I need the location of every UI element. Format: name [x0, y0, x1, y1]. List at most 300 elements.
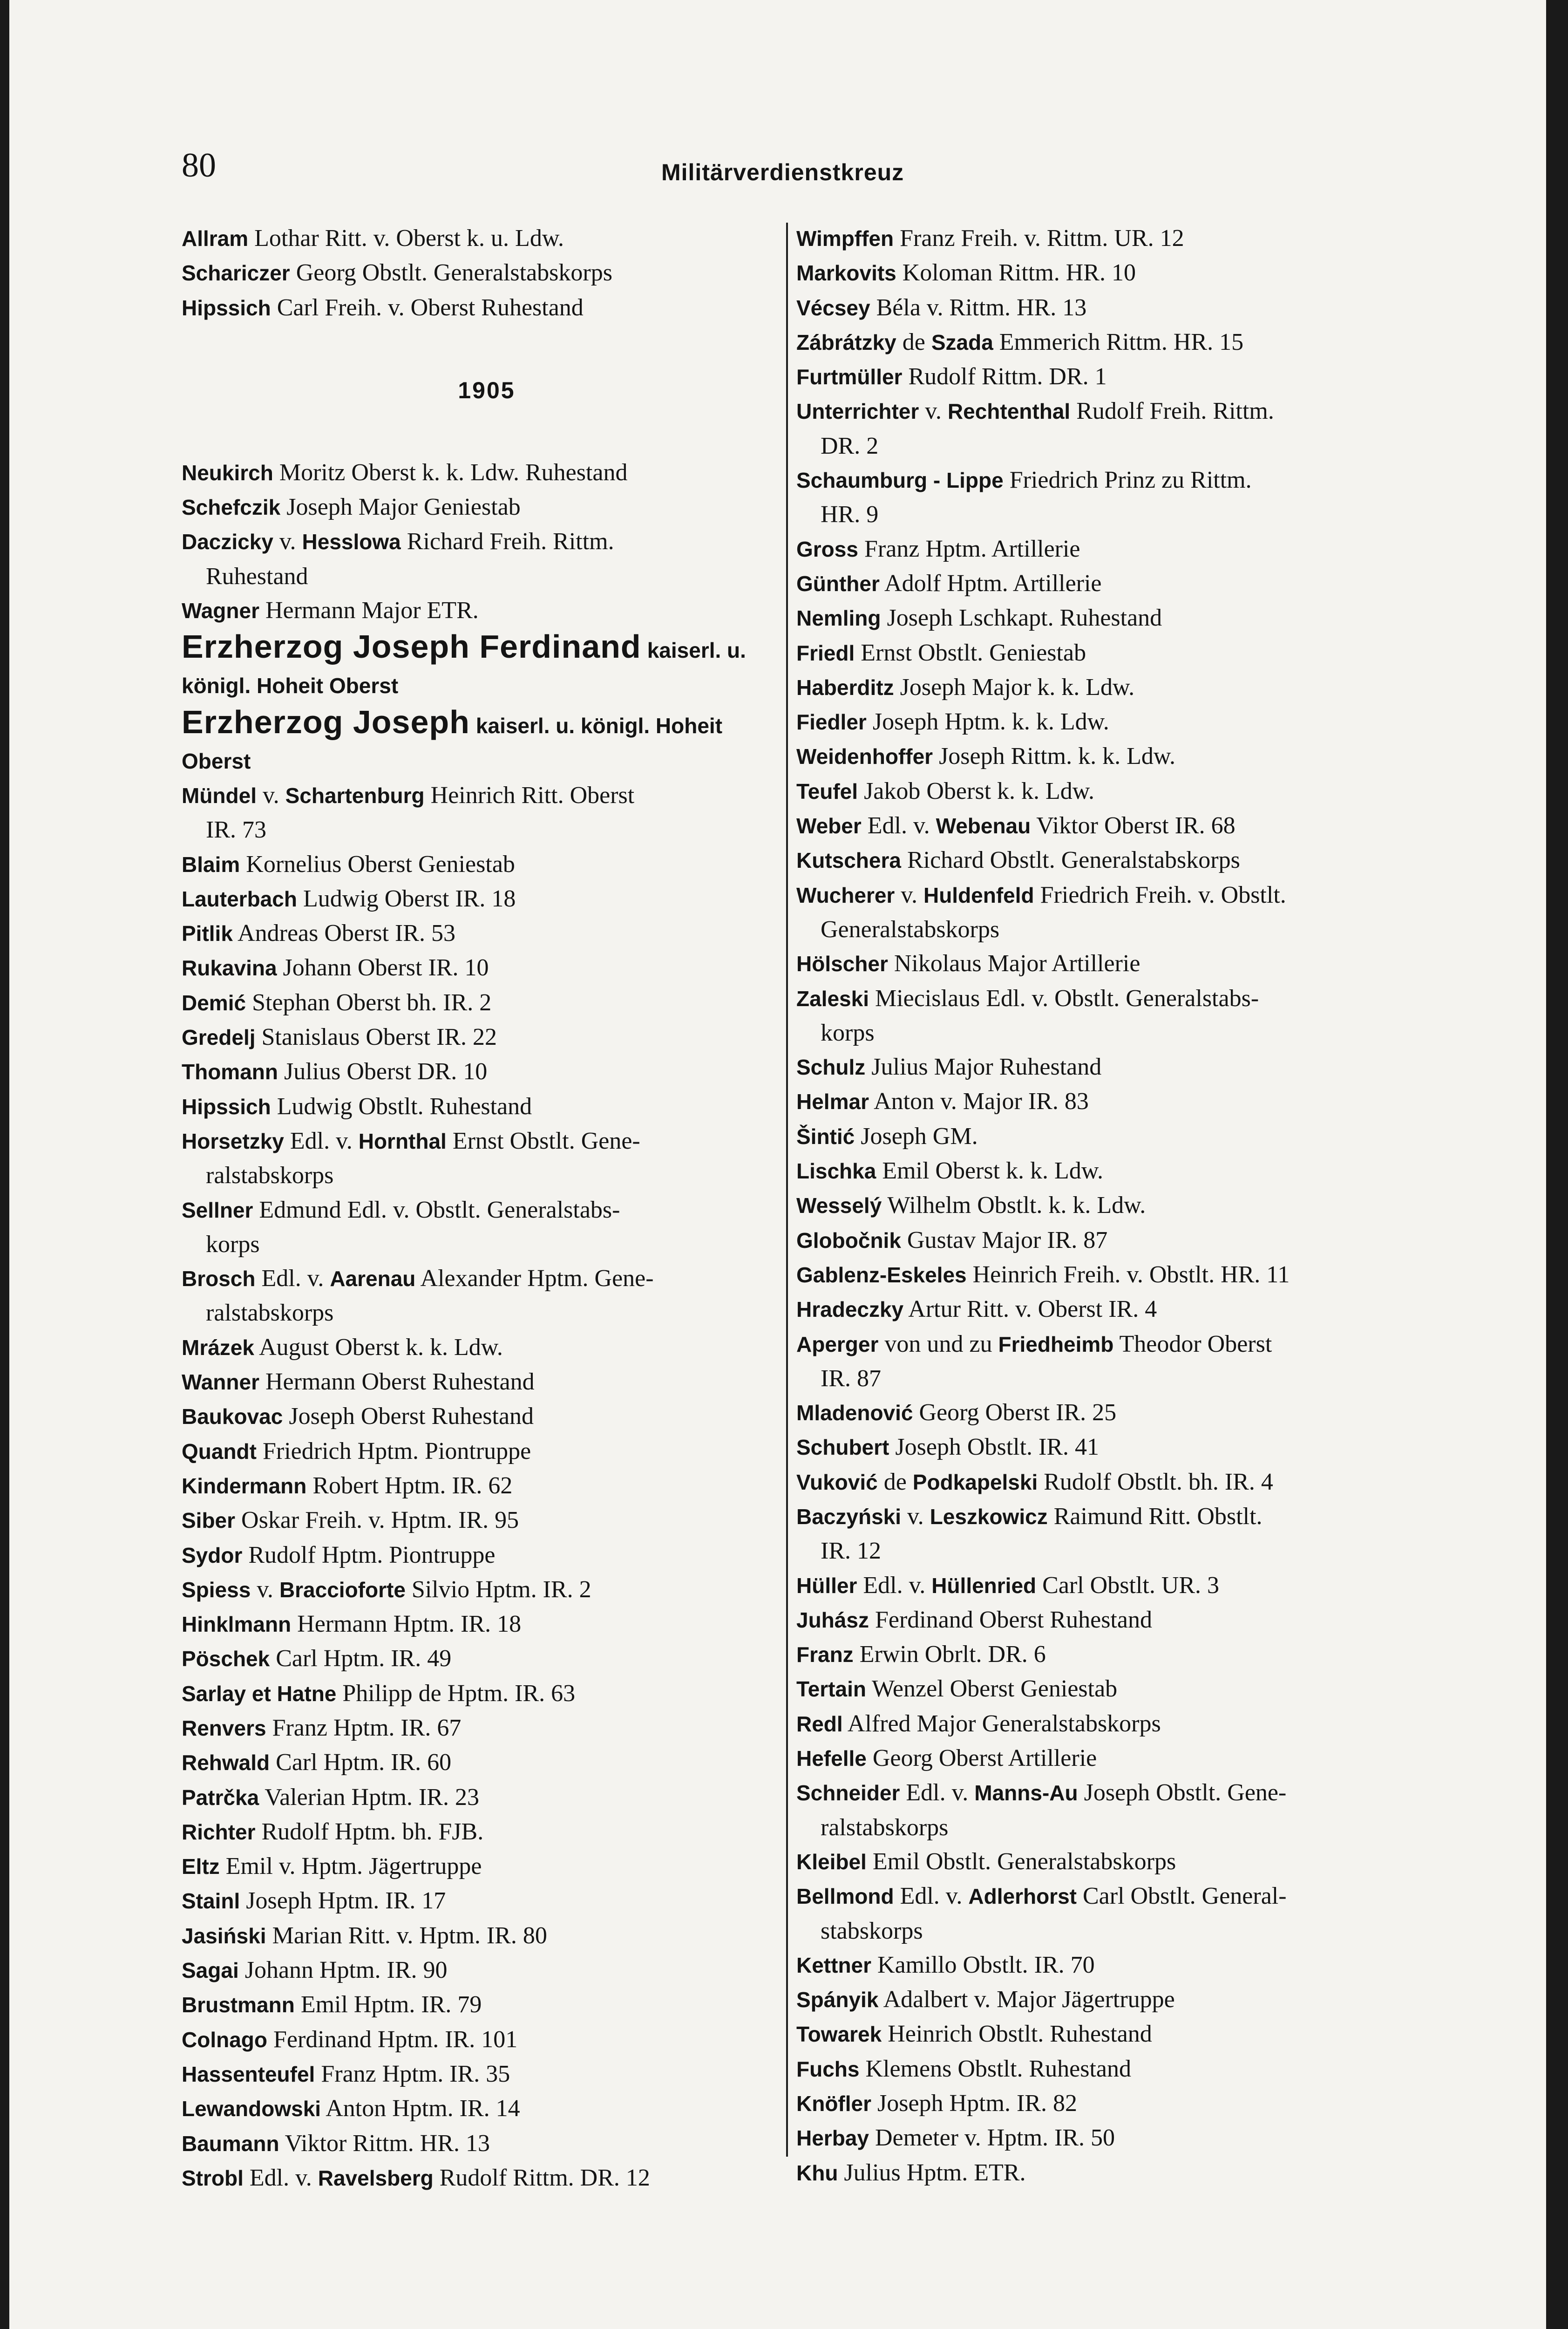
list-entry [796, 1499, 1406, 1568]
entry-name: Mündel [182, 783, 257, 808]
list-entry [182, 2161, 782, 2195]
entry-name: Hinklmann [182, 1612, 292, 1637]
entry-continuation: IR. 73 [206, 817, 266, 844]
entry-line [182, 221, 782, 256]
list-entry [796, 636, 1406, 670]
entry-name: Günther [796, 571, 880, 596]
list-entry [796, 1879, 1406, 1948]
entry-text: Demeter v. Hptm. IR. 50 [875, 2125, 1115, 2152]
entry-name: Sagai [182, 1958, 239, 1983]
entry-text: Johann Hptm. IR. 90 [244, 1957, 448, 1984]
list-entry [182, 2023, 782, 2057]
list-entry [796, 1327, 1406, 1396]
entry-line [182, 1919, 782, 1953]
entry-text: Julius Oberst DR. 10 [284, 1058, 488, 1085]
entry-name: Friedl [796, 640, 855, 665]
entry-text: Carl Freih. v. Oberst Ruhestand [277, 294, 584, 321]
list-entry [796, 1188, 1406, 1223]
entry-line [796, 1258, 1406, 1292]
entry-text: Stephan Oberst bh. IR. 2 [252, 989, 492, 1016]
entry-name: Zábrátzky [796, 330, 896, 354]
entry-text: kaiserl. u. königl. Hoheit [475, 713, 723, 738]
list-entry [182, 1919, 782, 1953]
entry-line [796, 256, 1406, 290]
entry-line [796, 1776, 1406, 1810]
entry-line [182, 490, 782, 524]
entry-line [182, 2023, 782, 2057]
entry-continuation: Oberst [182, 749, 251, 773]
entry-predicate-name: Friedheimb [998, 1332, 1114, 1356]
entry-text: Heinrich Freih. v. Obstlt. HR. 11 [972, 1261, 1290, 1288]
list-entry [182, 986, 782, 1020]
entry-predicate-name: Podkapelski [912, 1470, 1038, 1494]
royal-entry-joseph-ferdinand [182, 628, 782, 703]
entry-text: Stanislaus Oberst IR. 22 [261, 1024, 497, 1051]
list-entry [796, 878, 1406, 947]
entry-text: Georg Oberst IR. 25 [919, 1399, 1117, 1426]
entry-line [796, 1223, 1406, 1258]
list-entry [796, 221, 1406, 256]
entry-text: Emil Oberst k. k. Ldw. [882, 1158, 1103, 1185]
entry-line [182, 1434, 782, 1469]
entry-name: Hölscher [796, 952, 888, 976]
entry-text: Adolf Hptm. Artillerie [884, 570, 1102, 597]
entry-line [796, 463, 1406, 497]
entry-line [182, 1090, 782, 1124]
entry-text: Joseph Oberst Ruhestand [289, 1403, 534, 1430]
list-entry [796, 291, 1406, 325]
list-entry [182, 1641, 782, 1676]
entry-line [796, 1084, 1406, 1119]
entry-line [182, 456, 782, 490]
list-entry [182, 1953, 782, 1988]
list-entry [182, 490, 782, 524]
entry-text: Edl. v. [900, 1883, 969, 1910]
entry-text: Philipp de Hptm. IR. 63 [342, 1680, 576, 1707]
entry-text: Viktor Oberst IR. 68 [1031, 812, 1235, 839]
entry-name: Brosch [182, 1267, 256, 1291]
entry-line [796, 843, 1406, 878]
entry-text: Alfred Major Generalstabskorps [847, 1710, 1161, 1737]
entry-line [796, 532, 1406, 566]
entry-text: Béla v. Rittm. HR. 13 [876, 294, 1087, 321]
entry-text: Heinrich Ritt. Oberst [424, 782, 635, 809]
entry-name: Colnago [182, 2027, 267, 2052]
entry-name: Unterrichter [796, 399, 919, 424]
list-entry [796, 774, 1406, 809]
list-entry [796, 670, 1406, 705]
entry-text: Joseph Obstlt. Gene- [1078, 1779, 1287, 1806]
entry-name: Gablenz-Eskeles [796, 1262, 967, 1287]
entry-continuation: Generalstabskorps [821, 916, 1000, 943]
entry-text: Joseph GM. [861, 1123, 978, 1150]
list-entry [796, 1637, 1406, 1672]
entry-text: v. [925, 398, 948, 425]
list-entry [182, 2091, 782, 2126]
entry-predicate-name: Aarenau [330, 1267, 416, 1291]
entry-name: Lewandowski [182, 2097, 321, 2121]
entry-predicate-name: Szada [931, 330, 993, 354]
entry-text: Lothar Ritt. v. Oberst k. u. Ldw. [254, 225, 564, 252]
entry-line [796, 774, 1406, 809]
entry-text: Georg Obstlt. Generalstabskorps [296, 259, 612, 286]
list-entry [796, 1119, 1406, 1154]
entry-text: Edl. v. [867, 812, 936, 839]
entry-continuation: ralstabskorps [821, 1814, 949, 1841]
entry-line [796, 1292, 1406, 1327]
entry-text: Hermann Oberst Ruhestand [265, 1369, 535, 1396]
entry-line [796, 1982, 1406, 2017]
entry-name: Schubert [796, 1435, 889, 1460]
entry-line [796, 705, 1406, 739]
entry-text: Klemens Obstlt. Ruhestand [865, 2055, 1131, 2082]
entry-text: Joseph Major k. k. Ldw. [900, 674, 1135, 701]
entry-line [182, 847, 782, 882]
entry-text: de [902, 328, 931, 355]
entry-line [182, 1469, 782, 1503]
entry-name: Haberditz [796, 675, 894, 700]
entry-line [796, 1603, 1406, 1637]
list-entry [796, 1292, 1406, 1327]
entry-text: Friedrich Hptm. Piontruppe [262, 1437, 531, 1464]
entry-name: Herbay [796, 2126, 869, 2151]
entry-continuation: IR. 87 [821, 1365, 881, 1392]
entry-text: Franz Hptm. Artillerie [864, 535, 1080, 562]
entry-text: Andreas Oberst IR. 53 [238, 920, 455, 947]
entry-continuation: stabskorps [821, 1917, 923, 1944]
entry-name: Lauterbach [182, 886, 297, 911]
entry-line [182, 951, 782, 985]
entry-line [182, 1365, 782, 1399]
entry-line [796, 1499, 1406, 1534]
entry-name: Kleibel [796, 1849, 867, 1874]
entries-1905-start [182, 456, 782, 628]
entry-text: Anton v. Major IR. 83 [874, 1088, 1089, 1115]
list-entry [182, 1607, 782, 1641]
entry-text: Jakob Oberst k. k. Ldw. [864, 777, 1094, 804]
list-entry [796, 1465, 1406, 1499]
entry-name: Sarlay et Hatne [182, 1681, 337, 1706]
entry-predicate-name: Manns-Au [974, 1781, 1078, 1805]
entry-text: Joseph Hptm. k. k. Ldw. [872, 708, 1109, 735]
entry-line [182, 1815, 782, 1849]
entry-name: Redl [796, 1711, 843, 1736]
entry-line [182, 916, 782, 951]
entry-line [182, 1884, 782, 1918]
entry-text: v. [257, 1576, 279, 1603]
entry-name: Weber [796, 814, 862, 838]
book-page [9, 0, 1546, 2329]
entry-text: Richard Obstlt. Generalstabskorps [907, 847, 1240, 874]
entry-name: Hradeczky [796, 1297, 904, 1322]
entry-name: Allram [182, 226, 249, 251]
entry-name: Teufel [796, 779, 858, 804]
list-entry [182, 256, 782, 290]
entry-name: Stainl [182, 1889, 240, 1914]
entry-line [796, 1672, 1406, 1706]
entry-text: Theodor Oberst [1113, 1330, 1272, 1357]
entry-name: Siber [182, 1508, 236, 1533]
list-entry [182, 1676, 782, 1711]
entry-line [796, 878, 1406, 913]
entry-line [182, 2091, 782, 2126]
entry-text: Rudolf Rittm. DR. 1 [908, 363, 1107, 390]
entry-name: Eltz [182, 1854, 220, 1879]
list-entry [796, 601, 1406, 635]
list-entry [796, 843, 1406, 878]
entry-predicate-name: Schartenburg [285, 783, 425, 808]
list-entry [182, 1193, 782, 1262]
entry-continuation: korps [821, 1019, 875, 1046]
entry-line [182, 1676, 782, 1711]
entry-line [796, 1154, 1406, 1188]
entry-text: Emil Obstlt. Generalstabskorps [872, 1848, 1176, 1875]
entry-line [182, 2057, 782, 2091]
entry-continuation: Ruhestand [206, 563, 308, 590]
entry-text: de [883, 1468, 913, 1495]
entry-line [796, 325, 1406, 360]
entry-name: Wanner [182, 1370, 259, 1395]
entry-line [796, 739, 1406, 774]
entry-text: Friedrich Prinz zu Rittm. [1009, 467, 1252, 494]
entry-line [182, 1020, 782, 1055]
entry-name: Weidenhoffer [796, 744, 933, 769]
entry-line [796, 601, 1406, 635]
list-entry [182, 1573, 782, 1607]
entry-name: Šintić [796, 1124, 855, 1149]
entry-name: Schariczer [182, 261, 290, 286]
entry-name: Hipssich [182, 295, 271, 320]
list-entry [182, 847, 782, 882]
entry-line [796, 636, 1406, 670]
entry-text: Emil v. Hptm. Jägertruppe [225, 1853, 482, 1880]
entry-text: Rudolf Hptm. bh. FJB. [261, 1818, 484, 1845]
list-entry [796, 981, 1406, 1050]
entry-name: Franz [796, 1642, 854, 1667]
entry-text: Erwin Obrlt. DR. 6 [859, 1641, 1046, 1668]
entry-line [182, 1988, 782, 2022]
entry-text: Edl. v. [290, 1127, 359, 1154]
entry-text: Carl Hptm. IR. 49 [276, 1645, 452, 1672]
entry-text: Robert Hptm. IR. 62 [312, 1472, 513, 1499]
running-title: Militärverdienstkreuz [661, 159, 904, 185]
entry-text: Wilhelm Obstlt. k. k. Ldw. [887, 1192, 1146, 1219]
entry-text: Hermann Hptm. IR. 18 [297, 1611, 522, 1638]
entry-text: Edl. v. [249, 2164, 318, 2191]
entry-line [182, 291, 782, 325]
entry-text: Franz Hptm. IR. 35 [321, 2060, 510, 2087]
entry-predicate-name: Braccioforte [279, 1577, 406, 1602]
list-entry [182, 778, 782, 847]
entry-text: Koloman Rittm. HR. 10 [902, 259, 1136, 286]
entry-name: Tertain [796, 1677, 866, 1702]
list-entry [182, 1469, 782, 1503]
entry-predicate-name: Hesslowa [302, 530, 401, 554]
entry-name: Thomann [182, 1060, 278, 1084]
entry-text: Carl Obstlt. UR. 3 [1036, 1572, 1220, 1599]
list-entry [796, 394, 1406, 463]
entry-text: Silvio Hptm. IR. 2 [405, 1576, 591, 1603]
entry-text: Ferdinand Hptm. IR. 101 [273, 2026, 518, 2053]
entry-text: Julius Major Ruhestand [871, 1054, 1102, 1081]
entry-text: Edmund Edl. v. Obstlt. Generalstabs- [259, 1196, 620, 1223]
entry-text: Kornelius Oberst Geniestab [246, 851, 515, 878]
list-entry [796, 256, 1406, 290]
entry-text: Joseph Rittm. k. k. Ldw. [939, 743, 1176, 770]
list-entry [182, 1780, 782, 1815]
list-entry [796, 532, 1406, 566]
entry-line [796, 1741, 1406, 1776]
list-entry [796, 1223, 1406, 1258]
entry-name: Knöfler [796, 2091, 871, 2116]
entry-text: Joseph Hptm. IR. 17 [246, 1887, 446, 1914]
entry-name: Sellner [182, 1198, 253, 1222]
entry-line [796, 1430, 1406, 1464]
list-entry [796, 705, 1406, 739]
entry-line [796, 1119, 1406, 1154]
entry-name: Mrázek [182, 1335, 254, 1360]
entry-name: Schaumburg - Lippe [796, 468, 1004, 493]
entry-line [182, 1641, 782, 1676]
list-entry [796, 566, 1406, 601]
list-entry [796, 1154, 1406, 1188]
entry-name: Erzherzog Joseph [182, 703, 470, 740]
entry-name: Brustmann [182, 1993, 295, 2017]
list-entry [796, 2017, 1406, 2051]
entry-line [182, 778, 782, 813]
entry-line [796, 1707, 1406, 1741]
entry-line [796, 1568, 1406, 1603]
entry-text: Emmerich Rittm. HR. 15 [993, 328, 1244, 355]
entry-text: Rudolf Hptm. Piontruppe [248, 1541, 496, 1568]
entry-text: Gustav Major IR. 87 [907, 1226, 1108, 1253]
entry-text: v. [262, 782, 285, 809]
entry-continuation: IR. 12 [821, 1538, 881, 1565]
entry-text: Franz Freih. v. Rittm. UR. 12 [900, 225, 1184, 252]
entry-line [182, 882, 782, 916]
entry-name: Hipssich [182, 1094, 271, 1119]
entry-name: Nemling [796, 606, 881, 631]
entry-line [796, 2052, 1406, 2086]
list-entry [182, 456, 782, 490]
entry-name: Vuković [796, 1470, 878, 1494]
entry-text: August Oberst k. k. Ldw. [259, 1334, 503, 1361]
list-entry [182, 221, 782, 256]
entry-predicate-name: Webenau [936, 814, 1031, 838]
list-entry [182, 882, 782, 916]
list-entry [796, 463, 1406, 532]
entry-name: Baumann [182, 2131, 279, 2156]
entry-continuation: königl. Hoheit Oberst [182, 674, 399, 698]
entry-name: Towarek [796, 2022, 882, 2047]
entry-text: Rudolf Rittm. DR. 12 [433, 2164, 650, 2191]
list-entry [182, 1849, 782, 1884]
entry-name: Kutschera [796, 848, 901, 873]
entry-line [796, 1637, 1406, 1672]
entry-line [182, 1953, 782, 1988]
entry-predicate-name: Hüllenried [931, 1573, 1037, 1598]
entry-name: Mladenović [796, 1401, 913, 1425]
entry-name: Richter [182, 1819, 256, 1844]
entry-name: Rehwald [182, 1750, 270, 1775]
entry-line [182, 1780, 782, 1815]
entry-text: Edl. v. [863, 1572, 932, 1599]
column-divider [786, 223, 788, 2157]
entry-text: Viktor Rittm. HR. 13 [285, 2130, 490, 2157]
list-entry [182, 524, 782, 593]
entry-name: Schulz [796, 1055, 866, 1080]
entry-name: Globočnik [796, 1228, 901, 1253]
entry-name: Wagner [182, 599, 259, 623]
entry-text: Rudolf Obstlt. bh. IR. 4 [1038, 1468, 1273, 1495]
entry-name: Hefelle [796, 1746, 867, 1771]
entry-line [796, 1879, 1406, 1914]
entry-line [796, 2017, 1406, 2051]
entry-text: Wenzel Oberst Geniestab [872, 1675, 1118, 1702]
entry-line [182, 1607, 782, 1641]
entry-line [182, 524, 782, 559]
entry-line [182, 1711, 782, 1745]
right-column [796, 221, 1406, 2190]
list-entry [796, 1603, 1406, 1637]
list-entry [182, 1399, 782, 1434]
entry-text: Edl. v. [906, 1779, 975, 1806]
page-number: 80 [182, 146, 216, 184]
entry-line [182, 1055, 782, 1089]
list-entry [182, 1124, 782, 1193]
entry-text: Kamillo Obstlt. IR. 70 [877, 1951, 1095, 1978]
entries-1905-rest [182, 778, 782, 2195]
list-entry [182, 1434, 782, 1469]
entry-name: Lischka [796, 1159, 876, 1184]
list-entry [796, 325, 1406, 360]
list-entry [182, 1365, 782, 1399]
entry-name: Strobl [182, 2166, 244, 2190]
entry-text: Joseph Hptm. IR. 82 [877, 2090, 1077, 2117]
entry-name: Hüller [796, 1573, 857, 1598]
entry-line [182, 1399, 782, 1434]
entry-line [796, 1396, 1406, 1430]
entry-text: Ferdinand Oberst Ruhestand [875, 1606, 1152, 1633]
entry-text: Emil Hptm. IR. 79 [300, 1991, 482, 2018]
entry-name: Baczyński [796, 1504, 902, 1529]
entry-line [796, 981, 1406, 1016]
entry-predicate-name: Rechtenthal [947, 399, 1071, 424]
list-entry [182, 1745, 782, 1780]
entry-text: v. [279, 528, 302, 555]
entry-text: Richard Freih. Rittm. [400, 528, 614, 555]
entry-name: Markovits [796, 261, 896, 286]
entry-line [796, 360, 1406, 394]
entry-line [182, 256, 782, 290]
entry-line [182, 1503, 782, 1538]
entry-name: Spányik [796, 1988, 879, 2012]
list-entry [182, 1815, 782, 1849]
list-entry [182, 593, 782, 628]
entry-line [182, 1573, 782, 1607]
list-entry [182, 1711, 782, 1745]
list-entry [796, 2052, 1406, 2086]
entry-continuation: ralstabskorps [206, 1162, 334, 1189]
list-entry [796, 2121, 1406, 2155]
entry-line [796, 2086, 1406, 2121]
entry-text: Oskar Freih. v. Hptm. IR. 95 [241, 1507, 519, 1534]
entry-name: Hassenteufel [182, 2062, 315, 2086]
list-entry [796, 1430, 1406, 1464]
entry-text: Carl Hptm. IR. 60 [276, 1749, 452, 1776]
entry-line [796, 2121, 1406, 2155]
entry-name: Blaim [182, 852, 240, 877]
